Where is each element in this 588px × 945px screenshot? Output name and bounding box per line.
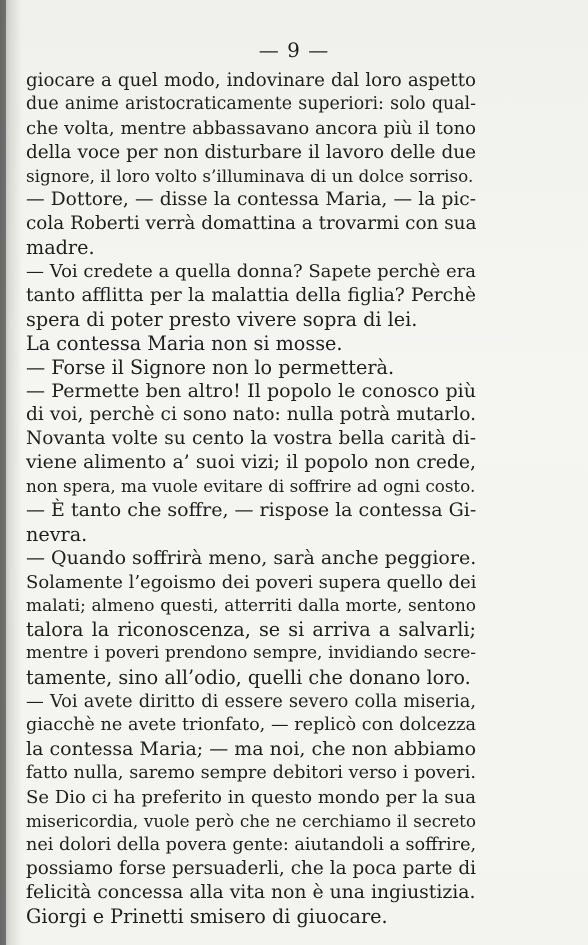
text-line: possiamo forse persuaderli, che la poca parte di [26,858,476,880]
text-line: — Quando soffrirà meno, sarà anche peggiore. [26,546,477,569]
text-line: — Permette ben altro! Il popolo le conosco più [26,379,476,402]
page-number: — 9 — [258,38,330,62]
text-line: della voce per non disturbare il lavoro delle due [26,141,476,163]
text-line: di voi, perchè ci sono nato: nulla potrà mutarlo. [26,404,476,426]
text-line: misericordia, vuole però che ne cerchiamo il secreto [26,810,476,831]
text-line: viene alimento a’ suoi vizi; il popolo non crede, [26,452,476,474]
text-line: — Voi credete a quella donna? Sapete perchè era [26,261,476,283]
text-line: — Forse il Signore non lo permetterà. [26,355,395,379]
text-line: cola Roberti verrà domattina a trovarmi con sua [26,213,477,235]
text-line: tanto afflitta per la malattia della figlia? Perchè [26,285,476,307]
text-line: Novanta volte su cento la vostra bella carità di- [26,428,476,450]
text-line: — Dottore, — disse la contessa Maria, — la pic- [26,189,476,211]
text-line: la contessa Maria; — ma noi, che non abbiamo [26,737,477,760]
text-line: giocare a quel modo, indovinare dal loro aspetto [26,70,476,91]
text-line: due anime aristocraticamente superiori: solo qual- [26,93,476,114]
text-line: malati; almeno questi, atterriti dalla morte, sentono [26,595,476,616]
text-line: talora la riconoscenza, se si arriva a salvarli; [26,618,476,642]
text-line: — Voi avete diritto di essere severo colla miseria, [26,691,476,713]
text-line: felicità concessa alla vita non è una ingiustizia. [26,882,476,904]
text-line: che volta, mentre abbassavano ancora più il tono [26,117,476,139]
text-line: mentre i poveri prendono sempre, invidiando secre- [26,643,476,664]
text-line: spera di poter presto vivere sopra di lei. [26,307,418,331]
text-line: tamente, sino all’odio, quelli che donano loro. [26,666,471,690]
page-spine-shadow [0,0,6,945]
text-line: fatto nulla, saremo sempre debitori verso i poveri. [26,762,476,783]
text-line: Giorgi e Prinetti smisero di giuocare. [26,905,388,929]
text-line: madre. [26,236,95,260]
text-line: Se Dio ci ha preferito in questo mondo per la sua [26,786,476,808]
text-line: La contessa Maria non si mosse. [26,331,343,355]
text-line: Solamente l’egoismo dei poveri supera quello dei [26,571,477,593]
body-text [26,69,476,929]
text-line: giacchè ne avete trionfato, — replicò con dolcezza [26,715,476,736]
text-line: non spera, ma vuole evitare di soffrire ad ogni costo. [26,476,476,497]
text-line: — È tanto che soffre, — rispose la contessa Gi- [26,499,477,522]
text-line: signore, il loro volto s’illuminava di un dolce sorriso. [26,165,474,186]
text-line: nevra. [26,522,88,546]
text-line: nei dolori della povera gente: aiutandoli a soffrire, [26,834,477,855]
